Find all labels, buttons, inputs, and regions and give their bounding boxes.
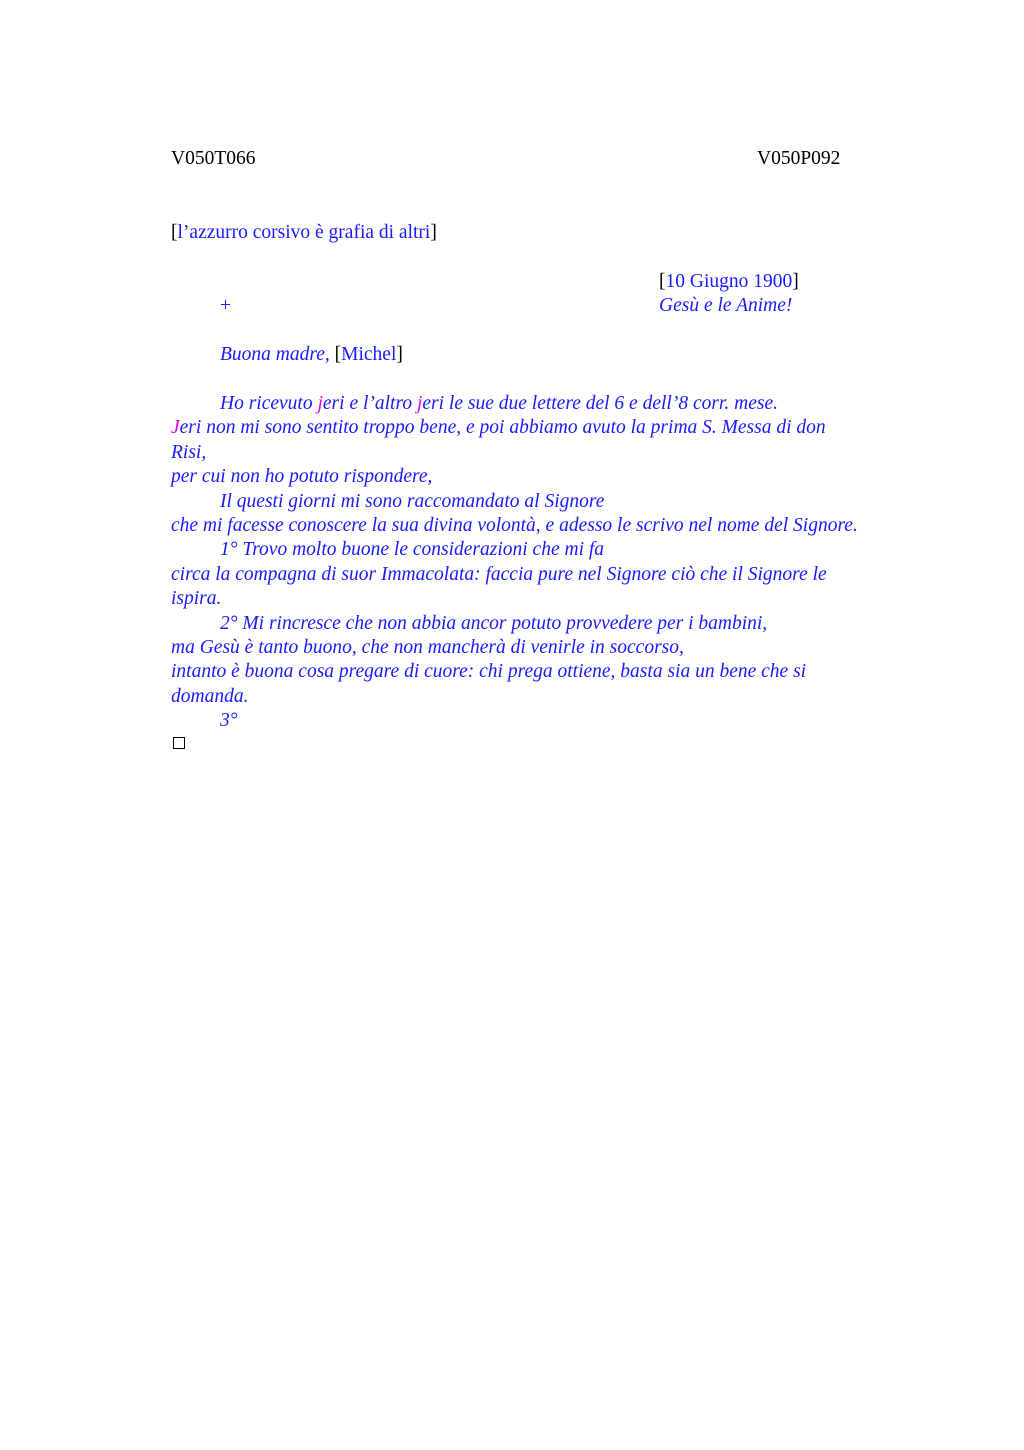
body-line: circa la compagna di suor Immacolata: faccia pure nel Signore ciò che il Signore le	[171, 563, 827, 585]
body-line: Jeri non mi sono sentito troppo bene, e poi abbiamo avuto la prima S. Messa di don	[171, 417, 826, 439]
end-square-icon	[173, 737, 185, 749]
letter-date	[659, 270, 799, 294]
note-close-bracket: ]	[430, 222, 437, 243]
body-line: Risi,	[171, 441, 207, 463]
note-text: l’azzurro corsivo è grafia di altri	[177, 222, 431, 243]
body-line: ispira.	[171, 588, 222, 610]
editorial-note	[171, 221, 437, 245]
body-line: intanto è buona cosa pregare di cuore: chi prega ottiene, basta sia un bene che si	[171, 661, 807, 683]
body-line: Ho ricevuto jeri e l’altro jeri le sue due lettere del 6 e dell’8 corr. mese.	[220, 393, 778, 414]
body-line: Il questi giorni mi sono raccomandato al Signore	[220, 490, 605, 512]
body-line: domanda.	[171, 685, 249, 707]
letter-correction-mark: J	[171, 417, 180, 439]
cross-mark: +	[220, 295, 231, 316]
recipient-open-bracket: [	[334, 344, 342, 365]
note-open-bracket: [	[171, 222, 178, 243]
letter-body	[171, 392, 911, 734]
date-close-bracket: ]	[792, 271, 799, 292]
letter-motto: Gesù e le Anime!	[659, 295, 793, 316]
body-line: 3°	[220, 710, 238, 732]
body-line: ma Gesù è tanto buono, che non mancherà di venirle in soccorso,	[171, 637, 684, 659]
letter-correction-mark: j	[317, 393, 323, 414]
body-line: per cui non ho potuto rispondere,	[171, 466, 433, 488]
recipient-name: Michel	[341, 344, 397, 365]
salutation	[220, 343, 403, 367]
date-open-bracket: [	[659, 271, 666, 292]
body-line: 2° Mi rincresce che non abbia ancor potuto provvedere per i bambini,	[220, 612, 768, 634]
body-line: 1° Trovo molto buone le considerazioni che mi fa	[220, 539, 605, 561]
recipient-close-bracket: ]	[396, 344, 403, 365]
letter-correction-mark: j	[416, 393, 423, 414]
date-text: 10 Giugno 1900	[665, 271, 793, 292]
document-code-right: V050P092	[757, 148, 841, 169]
salutation-greeting: Buona madre,	[220, 344, 330, 365]
document-code-left: V050T066	[171, 148, 256, 169]
body-line: che mi facesse conoscere la sua divina volontà, e adesso le scrivo nel nome del Signore.	[171, 515, 858, 537]
